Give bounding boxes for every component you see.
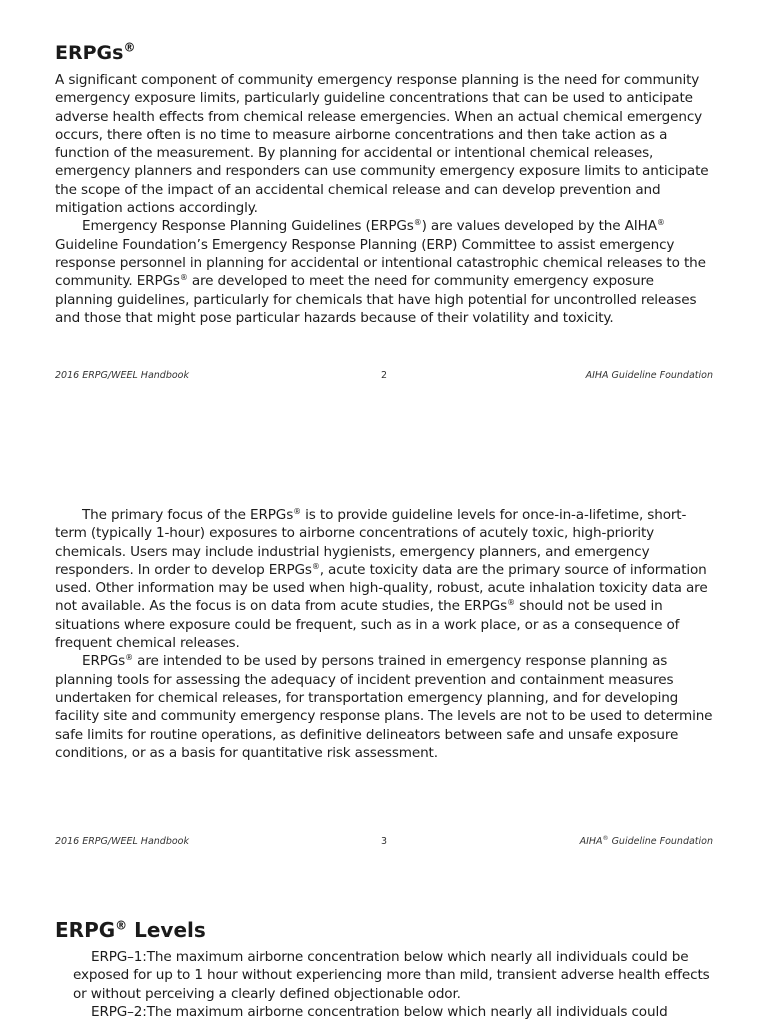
erpg-levels-list xyxy=(73,948,715,1021)
page-footer-2 xyxy=(55,370,713,384)
section-heading-erpg-levels: ERPG® Levels xyxy=(55,918,206,942)
footer-publisher: AIHA Guideline Foundation xyxy=(585,370,713,381)
footer-publisher: AIHA® Guideline Foundation xyxy=(579,835,713,847)
section-heading-erpgs: ERPGs® xyxy=(55,40,136,64)
footer-page-number: 2 xyxy=(380,370,388,381)
footer-page-number: 3 xyxy=(380,836,388,847)
erpg-level-1: ERPG–1:The maximum airborne concentration below which nearly all individuals could be exposed for up to 1 hour without experiencing more than mild, transient adverse health effects or without perceiving a clearly defined objectionable odor. xyxy=(73,949,710,1002)
paragraph-erpg-definition: Emergency Response Planning Guidelines (ERPGs®) are values developed by the AIHA® Guideline Foundation’s Emergency Response Planning (ERP) Committee to assist emergency response personnel in planning for accidental or intentional catastrophic chemical releases to the community. ERPGs® are developed to meet the need for community emergency exposure planning guidelines, particularly for chemicals that have high potential for uncontrolled releases and those that might pose particular hazards because of their volatility and toxicity. xyxy=(55,218,706,326)
paragraph-intro: A significant component of community emergency response planning is the need for community emergency exposure limits, particularly guideline concentrations that can be used to anticipate adverse health effects from chemical release emergencies. When an actual chemical emergency occurs, there often is no time to measure airborne concentrations and then take action as a function of the measurement. By planning for accidental or intentional chemical releases, emergency planners and responders can use community emergency exposure limits to anticipate the scope of the impact of an accidental chemical release and can develop prevention and mitigation actions accordingly. xyxy=(55,72,709,217)
footer-title: 2016 ERPG/WEEL Handbook xyxy=(55,836,189,847)
footer-title: 2016 ERPG/WEEL Handbook xyxy=(55,370,189,381)
page-3-content xyxy=(55,506,715,762)
page-footer-3 xyxy=(55,836,713,850)
page-4-heading-block xyxy=(55,918,715,942)
paragraph-primary-focus: The primary focus of the ERPGs® is to provide guideline levels for once-in-a-lifetime, short-term (typically 1-hour) exposures to airborne concentrations of acutely toxic, high-priority chemicals. Users may include industrial hygienists, emergency planners, and emergency responders. In order to develop ERPGs®, acute toxicity data are the primary source of information used. Other information may be used when high-quality, robust, acute inhalation toxicity data are not available. As the focus is on data from acute studies, the ERPGs® should not be used in situations where exposure could be frequent, such as in a work place, or as a consequence of frequent chemical releases. xyxy=(55,507,708,652)
erpg-level-2: ERPG–2:The maximum airborne concentration below which nearly all individuals could xyxy=(91,1003,668,1020)
paragraph-intended-use: ERPGs® are intended to be used by persons trained in emergency response planning as planning tools for assessing the adequacy of incident prevention and containment measures undertaken for chemical releases, for transportation emergency planning, and for developing facility site and community emergency response plans. The levels are not to be used to determine safe limits for routine operations, as definitive delineators between safe and unsafe exposure conditions, or as a basis for quantitative risk assessment. xyxy=(55,653,713,761)
page-2-content xyxy=(55,41,715,327)
